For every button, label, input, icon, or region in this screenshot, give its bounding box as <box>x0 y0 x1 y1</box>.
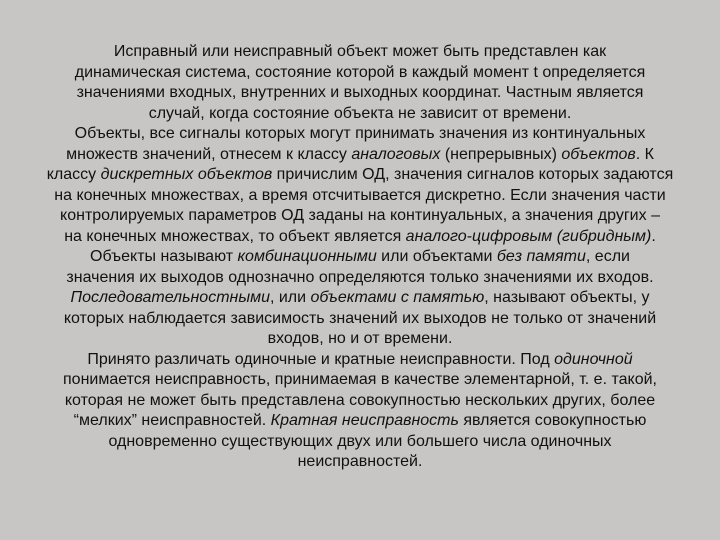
italic-term: объектов <box>561 145 636 163</box>
text-segment: Объекты, все сигналы которых могут принимать значения из континуальных <box>74 125 646 142</box>
slide-body-text <box>26 42 694 473</box>
text-line <box>26 145 694 166</box>
text-segment: Исправный или неисправный объект может быть представлен как <box>113 43 607 60</box>
italic-term: без памяти <box>496 248 586 265</box>
text-segment: одновременно существующих двух или большего числа одиночных <box>108 432 612 450</box>
text-line <box>26 370 694 391</box>
text-segment: . К <box>635 145 654 163</box>
paragraph <box>26 124 694 247</box>
italic-term: Кратная неисправность <box>270 412 459 429</box>
italic-term: дискретных объектов <box>100 166 273 183</box>
italic-term: аналого-цифровым (гибридным) <box>405 227 652 245</box>
text-segment: множеств значений, отнесем к классу <box>66 145 352 163</box>
text-segment: классу <box>46 166 101 183</box>
text-segment: на конечных множествах, то объект является <box>64 227 406 245</box>
text-line <box>26 124 694 145</box>
text-segment: , называют объекты, у <box>484 289 650 306</box>
text-segment: , если <box>585 248 630 265</box>
text-segment: “мелких” неисправностей. <box>73 412 271 429</box>
text-segment: причислим ОД, значения сигналов которых задаются <box>272 166 674 183</box>
text-line <box>26 104 694 125</box>
text-line <box>26 268 694 289</box>
text-segment: значения их выходов однозначно определяются только значениями их входов. <box>66 268 654 286</box>
italic-term: аналоговых <box>351 145 441 163</box>
text-segment: Объекты называют <box>90 248 238 265</box>
text-line <box>26 411 694 432</box>
text-segment: , или <box>269 289 311 306</box>
italic-term: Последовательностными <box>70 289 270 306</box>
text-line <box>26 247 694 268</box>
text-segment: (непрерывных) <box>440 145 562 163</box>
text-line <box>26 165 694 186</box>
text-line <box>26 391 694 412</box>
text-segment: неисправностей. <box>297 453 423 470</box>
text-line <box>26 83 694 104</box>
text-line <box>26 329 694 350</box>
text-line <box>26 309 694 330</box>
text-segment: является совокупностью <box>458 412 647 429</box>
text-segment: динамическая система, состояние которой в каждый момент t определяется <box>74 63 646 81</box>
text-segment: значениями входных, внутренних и выходных координат. Частным является <box>76 84 644 101</box>
text-segment: на конечных множествах, а время отсчитывается дискретно. Если значения части <box>54 186 666 204</box>
text-segment: входов, но и от времени. <box>267 330 453 347</box>
text-line <box>26 350 694 371</box>
text-segment: которых наблюдается зависимость значений их выходов не только от значений <box>63 309 657 327</box>
text-line <box>26 432 694 453</box>
paragraph <box>26 42 694 124</box>
italic-term: одиночной <box>554 350 633 368</box>
text-line <box>26 63 694 84</box>
text-line <box>26 186 694 207</box>
text-segment: Принято различать одиночные и кратные неисправности. Под <box>87 350 555 368</box>
text-segment: случай, когда состояние объекта не зависит от времени. <box>148 104 572 122</box>
text-line <box>26 288 694 309</box>
text-segment: или объектами <box>376 248 497 265</box>
text-segment: контролируемых параметров ОД заданы на континуальных, а значения других – <box>60 207 660 224</box>
text-segment: понимается неисправность, принимаемая в качестве элементарной, т. е. такой, <box>63 371 657 388</box>
italic-term: объектами с памятью <box>310 289 485 306</box>
text-segment: которая не может быть представлена совокупностью нескольких других, более <box>64 391 656 409</box>
paragraph <box>26 350 694 473</box>
text-line <box>26 42 694 63</box>
text-line <box>26 206 694 227</box>
paragraph <box>26 247 694 350</box>
text-line <box>26 227 694 248</box>
italic-term: комбинационными <box>237 248 377 265</box>
text-segment: . <box>651 227 656 245</box>
text-line <box>26 452 694 473</box>
